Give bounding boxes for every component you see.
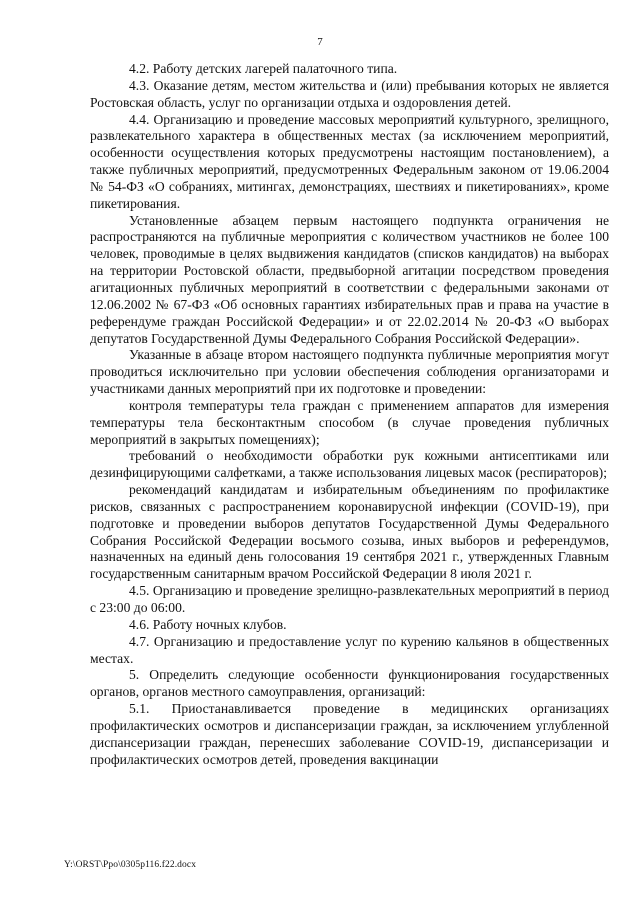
paragraph-4-6: 4.6. Работу ночных клубов.: [129, 616, 287, 632]
document-body: [90, 61, 609, 768]
paragraph-conditions: Указанные в абзаце втором настоящего подпункта публичные мероприятия могут проводиться исключительно при условии обеспечения соблюдения организаторами и участниками данных мероприятий при их подготовке и проведении:: [90, 347, 609, 397]
footer-file-path: Y:\ORST\Ppo\0305p116.f22.docx: [64, 860, 197, 870]
paragraph-5: 5. Определить следующие особенности функционирования государственных органов, органов местного самоуправления, организаций:: [90, 667, 609, 700]
paragraph-temperature-control: контроля температуры тела граждан с применением аппаратов для измерения температуры тела бесконтактным способом (в случае проведения публичных мероприятий в закрытых помещениях);: [90, 397, 609, 447]
page-number: 7: [317, 36, 323, 48]
paragraph-4-7: 4.7. Организацию и предоставление услуг по курению кальянов в общественных местах.: [90, 633, 609, 666]
paragraph-4-2: 4.2. Работу детских лагерей палаточного типа.: [129, 61, 398, 76]
paragraph-5-1: 5.1. Приостанавливается проведение в медицинских организациях профилактических осмотров и диспансеризации граждан, за исключением углубленной диспансеризации граждан, перенесших заболевание COVID-19, диспансеризации и профилактических осмотров детей, проведения вакцинации: [90, 701, 609, 767]
paragraph-4-4: 4.4. Организацию и проведение массовых мероприятий культурного, зрелищного, развлекательного характера в общественных местах (за исключением мероприятий, особенности осуществления которых предусмотрены настоящим постановлением), а также публичных мероприятий, предусмотренных Федеральным законом от 19.06.2004 № 54-ФЗ «О собраниях, митингах, демонстрациях, шествиях и пикетированиях», кроме пикетирования.: [90, 111, 609, 211]
paragraph-4-3: 4.3. Оказание детям, местом жительства и (или) пребывания которых не является Ростовская область, услуг по организации отдыха и оздоровления детей.: [90, 77, 609, 110]
paragraph-antiseptics: требований о необходимости обработки рук кожными антисептиками или дезинфицирующими салфетками, а также использования лицевых масок (респираторов);: [90, 448, 609, 481]
paragraph-exemption: Установленные абзацем первым настоящего подпункта ограничения не распространяются на публичные мероприятия с количеством участников не более 100 человек, проводимые в целях выдвижения кандидатов (списков кандидатов) на выборах на территории Ростовской области, предвыборной агитации посредством проведения агитационных публичных мероприятий в соответствии с федеральными законами от 12.06.2002 № 67-ФЗ «Об основных гарантиях избирательных прав и права на участие в референдуме граждан Российской Федерации» и от 22.02.2014 № 20-ФЗ «О выборах депутатов Государственной Думы Федерального Собрания Российской Федерации».: [90, 212, 609, 346]
paragraph-4-5: 4.5. Организацию и проведение зрелищно-развлекательных мероприятий в период с 23:00 до 06:00.: [90, 583, 609, 615]
paragraph-recommendations: рекомендаций кандидатам и избирательным объединениям по профилактике рисков, связанных с распространением коронавирусной инфекции (COVID-19), при подготовке и проведении выборов депутатов Государственной Думы Федерального Собрания Российской Федерации восьмого созыва, иных выборов и референдумов, назначенных на единый день голосования 19 сентября 2021 г., утвержденных Главным государственным санитарным врачом Российской Федерации 8 июля 2021 г.: [90, 482, 609, 582]
